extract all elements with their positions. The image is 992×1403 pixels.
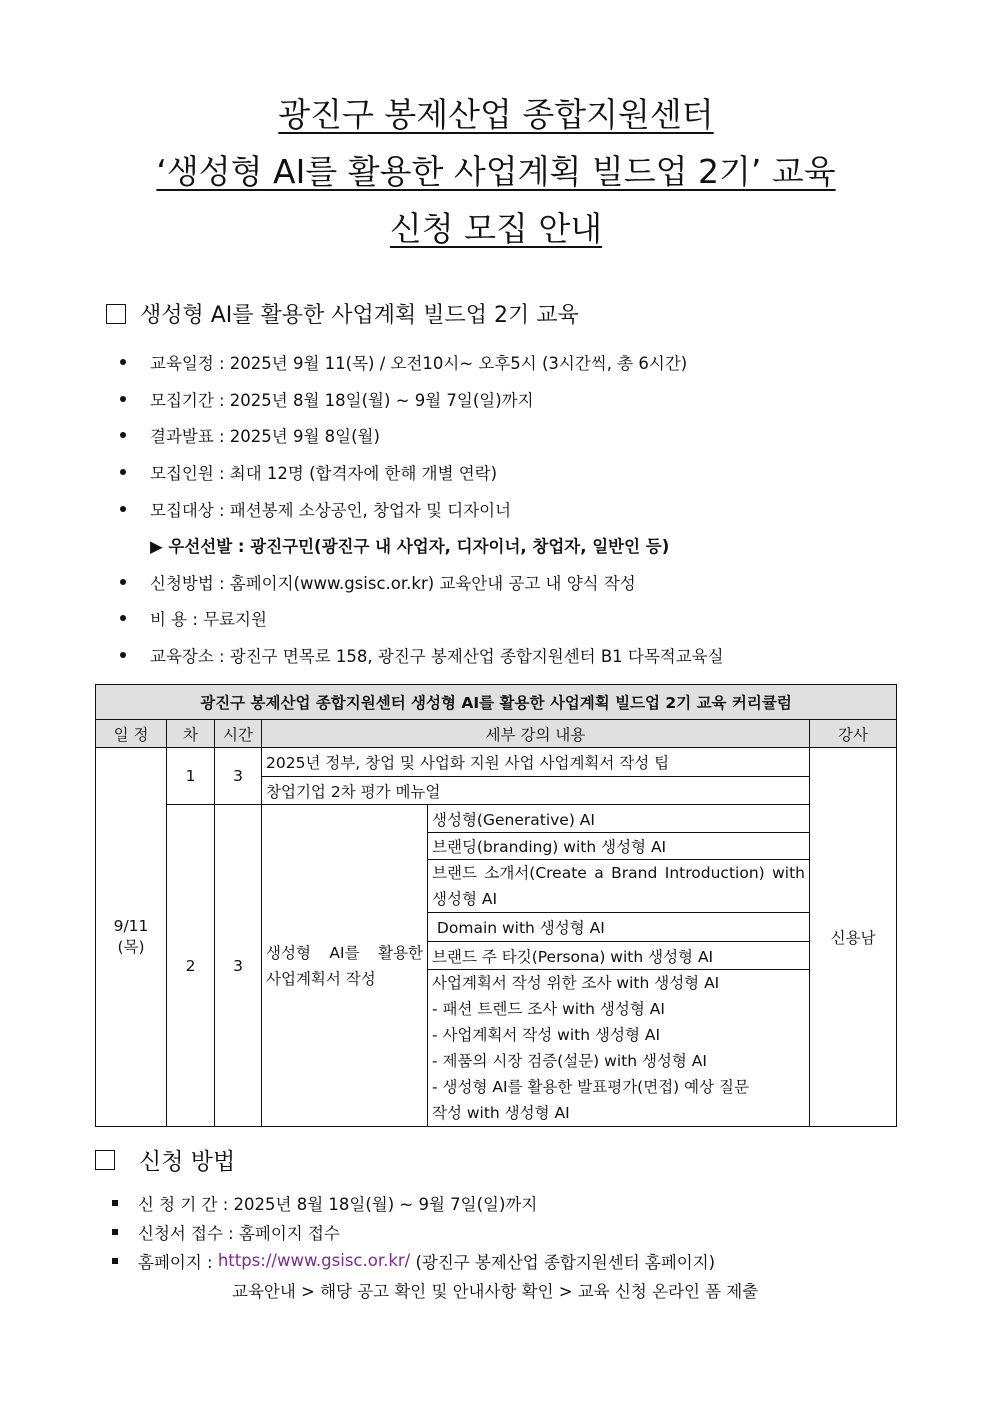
bullet-icon bbox=[120, 396, 126, 402]
list-item: 교육일정 : 2025년 9월 11(목) / 오전10시~ 오후5시 (3시간씩, 총 6시간) bbox=[120, 344, 724, 381]
title-line-1: 광진구 봉제산업 종합지원센터 bbox=[278, 95, 714, 134]
priority-selection: ▶ 우선선발 : 광진구민(광진구 내 사업자, 디자이너, 창업자, 일반인 등) bbox=[150, 537, 670, 557]
col-header-hours: 시간 bbox=[215, 720, 262, 748]
document-title bbox=[0, 86, 992, 257]
table-row: 브랜드 소개서(Create a Brand Introduction) with 생성형 AI bbox=[428, 860, 810, 913]
section-1-heading bbox=[106, 298, 579, 329]
curriculum-table bbox=[95, 684, 897, 1127]
bullet-icon bbox=[120, 615, 126, 621]
list-item: 신 청 기 간 : 2025년 8월 18일(월) ~ 9월 7일(일)까지 bbox=[112, 1188, 758, 1217]
table-row: 2025년 정부, 창업 및 사업화 지원 사업 사업계획서 작성 팁 bbox=[262, 748, 810, 777]
col-header-content: 세부 강의 내용 bbox=[262, 720, 810, 748]
session-1-number: 1 bbox=[167, 748, 215, 805]
bullet-icon bbox=[120, 652, 126, 658]
title-line-3: 신청 모집 안내 bbox=[389, 209, 603, 248]
course-info-list bbox=[120, 344, 724, 673]
table-row: 사업계획서 작성 위한 조사 with 생성형 AI - 패션 트렌드 조사 with 생성형 AI - 사업계획서 작성 with 생성형 AI - 제품의 시장 검증(설문) with 생성형 AI - 생성형 AI를 활용한 발표평가(면접) 예상 질문 작성 with 생성형 AI bbox=[428, 970, 810, 1127]
checkbox-square-icon bbox=[106, 304, 126, 324]
list-item: 모집대상 : 패션봉제 소상공인, 창업자 및 디자이너 bbox=[120, 490, 724, 527]
title-line-2: ‘생성형 AI를 활용한 사업계획 빌드업 2기’ 교육 bbox=[156, 152, 836, 191]
list-item: 비 용 : 무료지원 bbox=[120, 600, 724, 637]
table-row: 생성형(Generative) AI bbox=[428, 805, 810, 833]
list-item: 신청서 접수 : 홈페이지 접수 bbox=[112, 1217, 758, 1246]
col-header-instructor: 강사 bbox=[810, 720, 897, 748]
table-row: 브랜드 주 타깃(Persona) with 생성형 AI bbox=[428, 942, 810, 970]
list-item: 신청방법 : 홈페이지(www.gsisc.or.kr) 교육안내 공고 내 양식 작성 bbox=[120, 564, 724, 601]
bullet-icon bbox=[120, 579, 126, 585]
homepage-link[interactable]: https://www.gsisc.or.kr/ bbox=[217, 1251, 411, 1270]
list-item: 결과발표 : 2025년 9월 8일(월) bbox=[120, 417, 724, 454]
bullet-icon bbox=[120, 469, 126, 475]
bullet-icon bbox=[120, 432, 126, 438]
table-row: 브랜딩(branding) with 생성형 AI bbox=[428, 833, 810, 860]
checkbox-square-icon bbox=[95, 1150, 115, 1170]
bullet-icon bbox=[112, 1200, 118, 1206]
list-item: 교육장소 : 광진구 면목로 158, 광진구 봉제산업 종합지원센터 B1 다목적교육실 bbox=[120, 637, 724, 674]
section-1-heading-text: 생성형 AI를 활용한 사업계획 빌드업 2기 교육 bbox=[140, 303, 579, 328]
table-row: Domain with 생성형 AI bbox=[428, 913, 810, 942]
session-1-hours: 3 bbox=[215, 748, 262, 805]
list-item: 홈페이지 : https://www.gsisc.or.kr/ (광진구 봉제산업 종합지원센터 홈페이지) bbox=[112, 1246, 758, 1275]
section-2-heading bbox=[95, 1143, 235, 1176]
col-header-session: 차 bbox=[167, 720, 215, 748]
table-row: 창업기업 2차 평가 메뉴얼 bbox=[262, 777, 810, 805]
list-item: 모집기간 : 2025년 8월 18일(월) ~ 9월 7일(일)까지 bbox=[120, 381, 724, 418]
bullet-icon bbox=[120, 506, 126, 512]
section-2-heading-text: 신청 방법 bbox=[139, 1149, 236, 1175]
session-2-hours: 3 bbox=[215, 805, 262, 1127]
bullet-icon bbox=[120, 359, 126, 365]
application-method-list bbox=[112, 1188, 758, 1304]
list-item: 모집인원 : 최대 12명 (합격자에 한해 개별 연락) bbox=[120, 454, 724, 491]
date-cell: 9/11 (목) bbox=[96, 748, 167, 1127]
bullet-icon bbox=[112, 1229, 118, 1235]
instructor-cell: 신용남 bbox=[810, 748, 897, 1127]
session-2-number: 2 bbox=[167, 805, 215, 1127]
col-header-date: 일 정 bbox=[96, 720, 167, 748]
bullet-icon bbox=[112, 1258, 118, 1264]
session-2-topic: 생성형 AI를 활용한 사업계획서 작성 bbox=[262, 805, 428, 1127]
application-path: 교육안내 > 해당 공고 확인 및 안내사항 확인 > 교육 신청 온라인 폼 제출 bbox=[232, 1281, 759, 1301]
table-title: 광진구 봉제산업 종합지원센터 생성형 AI를 활용한 사업계획 빌드업 2기 교육 커리큘럼 bbox=[96, 685, 897, 720]
